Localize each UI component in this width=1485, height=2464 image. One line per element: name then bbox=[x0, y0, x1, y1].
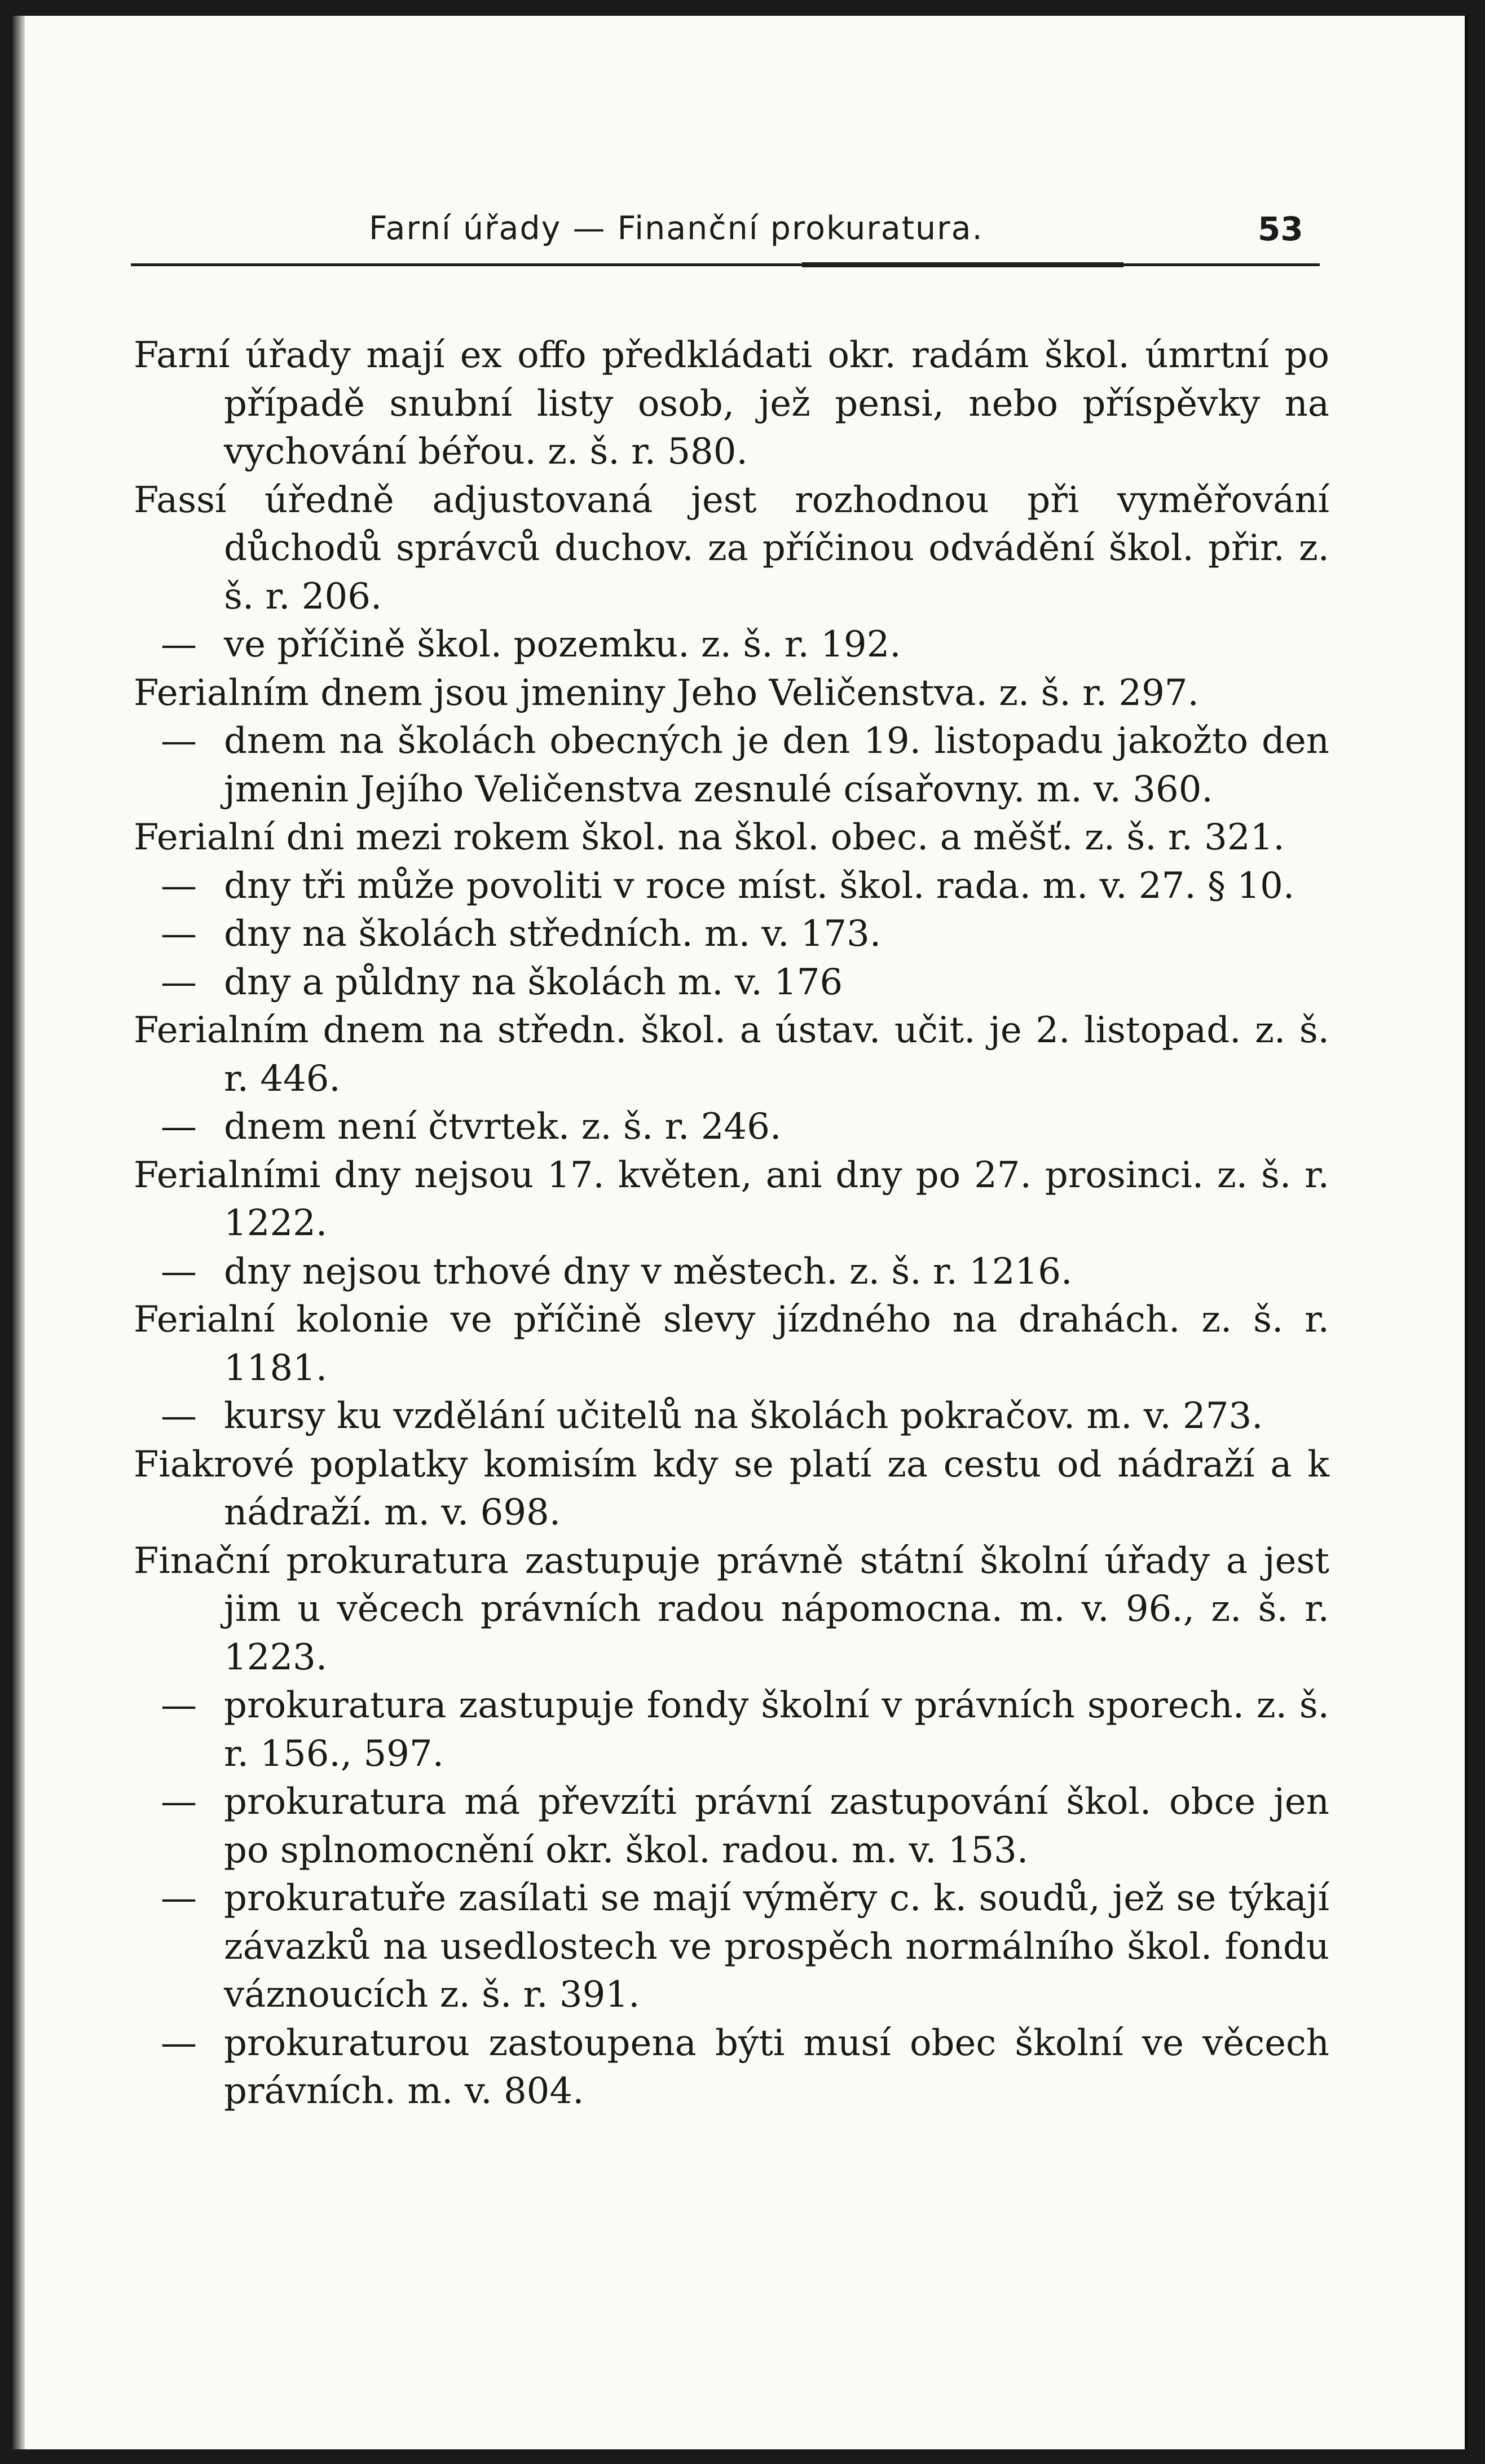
dash-marker: — bbox=[161, 865, 197, 907]
index-subentry: — prokuratura má převzíti právní zastupování škol. obce jen po splnomocnění okr. škol. radou. m. v. 153. bbox=[134, 1778, 1329, 1875]
index-entry: Fassí úředně adjustovaná jest rozhodnou při vyměřování důchodů správců duchov. za příčinou odvádění škol. přir. z. š. r. 206. bbox=[134, 479, 1329, 618]
header-rule bbox=[131, 263, 1320, 266]
dash-marker: — bbox=[161, 1106, 197, 1148]
index-subentry: — dny a půldny na školách m. v. 176 bbox=[134, 959, 1329, 1007]
index-subentry: — dny nejsou trhové dny v městech. z. š. r. 1216. bbox=[134, 1248, 1329, 1297]
index-entry: Ferialními dny nejsou 17. květen, ani dny po 27. prosinci. z. š. r. 1222. bbox=[134, 1154, 1329, 1244]
dash-marker: — bbox=[161, 1877, 197, 1919]
index-subentry: — dnem na školách obecných je den 19. listopadu jakožto den jmenin Jejího Veličenstva zesnulé císařovny. m. v. 360. bbox=[134, 717, 1329, 814]
index-entry: Farní úřady mají ex offo předkládati okr. radám škol. úmrtní po případě snubní listy osob, jež pensi, nebo příspěvky na vychování béřou. z. š. r. 580. bbox=[134, 334, 1329, 473]
dash-marker: — bbox=[161, 1781, 197, 1823]
index-entry: Fiakrové poplatky komisím kdy se platí za cestu od nádraží a k nádraží. m. v. 698. bbox=[134, 1443, 1329, 1533]
page-number: 53 bbox=[1258, 210, 1303, 248]
page-header bbox=[12, 197, 1453, 254]
index-entry: Ferialním dnem na středn. škol. a ústav. učit. je 2. listopad. z. š. r. 446. bbox=[134, 1010, 1329, 1100]
dash-marker: — bbox=[161, 961, 197, 1003]
index-subentry: — dny tři může povoliti v roce míst. škol. rada. m. v. 27. § 10. bbox=[134, 862, 1329, 911]
dash-marker: — bbox=[161, 1395, 197, 1437]
index-subentry: — ve příčině škol. pozemku. z. š. r. 192. bbox=[134, 621, 1329, 669]
index-entry: Ferialní dni mezi rokem škol. na škol. obec. a měšť. z. š. r. 321. bbox=[134, 817, 1285, 858]
index-subentry: — dny na školách středních. m. v. 173. bbox=[134, 910, 1329, 959]
index-subentry: — prokuratura zastupuje fondy školní v právních sporech. z. š. r. 156., 597. bbox=[134, 1682, 1329, 1778]
dash-marker: — bbox=[161, 913, 197, 955]
index-entry: Ferialní kolonie ve příčině slevy jízdného na drahách. z. š. r. 1181. bbox=[134, 1299, 1329, 1389]
index-entries bbox=[134, 332, 1329, 2116]
index-entry: Finační prokuratura zastupuje právně státní školní úřady a jest jim u věcech právních radou nápomocna. m. v. 96., z. š. r. 1223. bbox=[134, 1540, 1329, 1678]
dash-marker: — bbox=[161, 1250, 197, 1293]
dash-marker: — bbox=[161, 2022, 197, 2064]
book-page bbox=[12, 16, 1468, 2449]
running-head: Farní úřady — Finanční prokuratura. bbox=[369, 210, 984, 247]
index-subentry: — kursy ku vzdělání učitelů na školách pokračov. m. v. 273. bbox=[134, 1392, 1329, 1441]
index-subentry: — prokuratuře zasílati se mají výměry c. k. soudů, jež se týkají závazků na usedlostech ve prospěch normálního škol. fondu váznoucích z. š. r. 391. bbox=[134, 1875, 1329, 2020]
index-subentry: — dnem není čtvrtek. z. š. r. 246. bbox=[134, 1103, 1329, 1152]
dash-marker: — bbox=[161, 624, 197, 665]
index-subentry: — prokuraturou zastoupena býti musí obec školní ve věcech právních. m. v. 804. bbox=[134, 2020, 1329, 2116]
dash-marker: — bbox=[161, 720, 197, 762]
dash-marker: — bbox=[161, 1685, 197, 1726]
index-entry: Ferialním dnem jsou jmeniny Jeho Veličenstva. z. š. r. 297. bbox=[134, 672, 1199, 714]
